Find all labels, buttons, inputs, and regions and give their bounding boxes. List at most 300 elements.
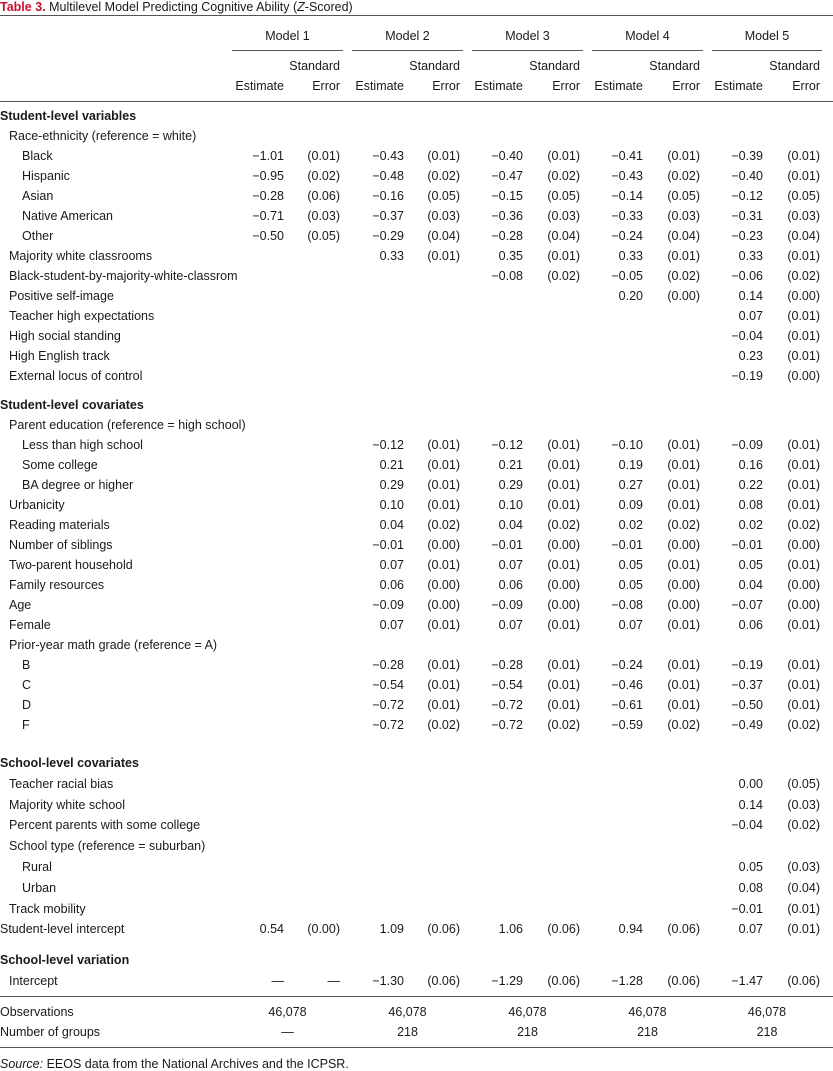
std-error-cell: (0.04) — [787, 880, 820, 895]
estimate-cell: 0.02 — [618, 518, 643, 532]
section-heading: School-level variation — [0, 953, 130, 967]
estimate-cell: −0.28 — [491, 229, 523, 243]
std-error-cell: (0.01) — [427, 438, 460, 452]
std-error-cell: (0.01) — [427, 658, 460, 672]
std-error-cell: (0.02) — [787, 718, 820, 732]
estimate-cell: −0.59 — [611, 718, 643, 732]
std-error-cell: (0.06) — [667, 974, 700, 988]
std-error-cell: (0.00) — [547, 578, 580, 592]
std-error-cell: (0.01) — [427, 149, 460, 163]
std-error-cell: (0.01) — [547, 149, 580, 163]
std-error-cell: (0.01) — [307, 149, 340, 163]
row-label: Less than high school — [22, 438, 143, 452]
estimate-cell: 0.05 — [738, 558, 763, 572]
estimate-cell: 0.04 — [498, 518, 523, 532]
estimate-cell: −0.72 — [491, 718, 523, 732]
estimate-cell: 0.19 — [618, 458, 643, 472]
std-error-cell: (0.01) — [787, 658, 820, 672]
row-label: Percent parents with some college — [9, 818, 201, 833]
row-label: External locus of control — [9, 369, 143, 383]
estimate-cell: −0.09 — [372, 598, 404, 612]
std-error-cell: (0.01) — [787, 618, 820, 632]
std-error-cell: (0.01) — [667, 698, 700, 712]
estimate-cell: 0.33 — [379, 249, 404, 263]
se-header-line2: Error — [792, 79, 820, 93]
estimate-cell: −0.12 — [731, 189, 763, 203]
std-error-cell: (0.01) — [547, 438, 580, 452]
summary-label: Observations — [0, 1005, 74, 1019]
estimate-cell: 0.20 — [618, 289, 643, 303]
std-error-cell: (0.06) — [307, 189, 340, 203]
summary-label: Number of groups — [0, 1025, 101, 1039]
estimate-cell: 0.06 — [738, 618, 763, 632]
std-error-cell: (0.01) — [547, 658, 580, 672]
header-rule — [0, 101, 833, 102]
std-error-cell: (0.06) — [427, 974, 460, 988]
row-label: Urban — [22, 880, 57, 895]
summary-value: 46,078 — [508, 1005, 547, 1019]
model-header-2: Model 2 — [385, 29, 430, 43]
se-header-line2: Error — [312, 79, 340, 93]
summary-value: — — [281, 1025, 294, 1039]
se-header-line2: Error — [672, 79, 700, 93]
std-error-cell: (0.01) — [427, 698, 460, 712]
estimate-cell: 0.29 — [498, 478, 523, 492]
bottom-rule — [0, 1047, 833, 1048]
se-header-line2: Error — [432, 79, 460, 93]
model-header-rule-3 — [472, 50, 583, 51]
estimate-cell: 0.07 — [498, 558, 523, 572]
std-error-cell: (0.02) — [547, 169, 580, 183]
row-label: D — [22, 698, 32, 712]
estimate-cell: −0.09 — [491, 598, 523, 612]
table-number: Table 3. — [0, 0, 46, 14]
std-error-cell: (0.01) — [547, 618, 580, 632]
estimate-cell: −0.36 — [491, 209, 523, 223]
estimate-cell: 0.16 — [738, 458, 763, 472]
estimate-cell: −0.10 — [611, 438, 643, 452]
estimate-cell: −0.14 — [611, 189, 643, 203]
estimate-cell: −0.48 — [372, 169, 404, 183]
std-error-cell: (0.01) — [547, 678, 580, 692]
estimate-cell: −0.19 — [731, 369, 763, 383]
estimate-cell: −0.08 — [491, 269, 523, 283]
row-label: Teacher racial bias — [9, 776, 114, 791]
summary-value: 46,078 — [388, 1005, 427, 1019]
summary-value: 46,078 — [268, 1005, 307, 1019]
std-error-cell: (0.03) — [307, 209, 340, 223]
std-error-cell: (0.01) — [547, 458, 580, 472]
std-error-cell: (0.00) — [427, 538, 460, 552]
std-error-cell: (0.03) — [427, 209, 460, 223]
std-error-cell: (0.02) — [787, 269, 820, 283]
section-heading: School-level covariates — [0, 756, 139, 770]
estimate-cell: −0.06 — [731, 269, 763, 283]
std-error-cell: (0.06) — [787, 974, 820, 988]
std-error-cell: (0.00) — [667, 598, 700, 612]
estimate-cell: −0.37 — [731, 678, 763, 692]
std-error-cell: (0.03) — [667, 209, 700, 223]
estimate-cell: −0.33 — [611, 209, 643, 223]
std-error-cell: (0.03) — [787, 860, 820, 874]
std-error-cell: (0.06) — [547, 974, 580, 988]
std-error-cell: (0.00) — [547, 538, 580, 552]
std-error-cell: (0.01) — [787, 329, 820, 343]
std-error-cell: (0.01) — [547, 698, 580, 712]
estimate-cell: — — [271, 974, 284, 988]
std-error-cell: (0.00) — [667, 578, 700, 592]
std-error-cell: (0.01) — [667, 149, 700, 163]
std-error-cell: (0.03) — [547, 209, 580, 223]
row-label: F — [22, 718, 30, 732]
estimate-cell: −0.04 — [731, 329, 763, 343]
estimate-cell: −0.50 — [731, 698, 763, 712]
std-error-cell: (0.04) — [787, 229, 820, 243]
estimate-cell: 0.33 — [738, 249, 763, 263]
std-error-cell: (0.01) — [787, 349, 820, 363]
estimate-cell: −0.12 — [372, 438, 404, 452]
row-label: Majority white classrooms — [9, 249, 153, 263]
std-error-cell: (0.00) — [787, 598, 820, 612]
std-error-cell: (0.00) — [787, 578, 820, 592]
std-error-cell: (0.01) — [667, 438, 700, 452]
std-error-cell: (0.01) — [787, 901, 820, 916]
std-error-cell: (0.01) — [547, 498, 580, 512]
estimate-cell: −0.54 — [372, 678, 404, 692]
row-label: Family resources — [9, 578, 105, 592]
estimate-cell: −0.46 — [611, 678, 643, 692]
std-error-cell: (0.01) — [667, 478, 700, 492]
estimate-cell: 0.22 — [738, 478, 763, 492]
std-error-cell: (0.00) — [787, 369, 820, 383]
std-error-cell: (0.02) — [667, 518, 700, 532]
estimate-cell: −0.24 — [611, 658, 643, 672]
estimate-cell: −0.16 — [372, 189, 404, 203]
summary-value: 218 — [756, 1025, 778, 1039]
estimate-cell: −0.40 — [731, 169, 763, 183]
row-label: Some college — [22, 458, 98, 472]
estimate-cell: 0.14 — [738, 289, 763, 303]
row-label: Female — [9, 618, 51, 632]
estimate-cell: −1.28 — [611, 974, 643, 988]
estimate-cell: −0.05 — [611, 269, 643, 283]
std-error-cell: (0.01) — [787, 678, 820, 692]
row-label: Prior-year math grade (reference = A) — [9, 638, 218, 652]
row-label: School type (reference = suburban) — [9, 839, 206, 854]
section-heading: Student-level covariates — [0, 398, 144, 412]
std-error-cell: (0.01) — [667, 678, 700, 692]
row-label: Asian — [22, 189, 54, 203]
std-error-cell: (0.05) — [307, 229, 340, 243]
title-text-after: -Scored) — [304, 0, 353, 14]
estimate-cell: 0.94 — [618, 922, 643, 937]
estimate-cell: 0.02 — [738, 518, 763, 532]
std-error-cell: (0.01) — [427, 498, 460, 512]
std-error-cell: (0.02) — [787, 818, 820, 833]
estimate-header: Estimate — [355, 79, 404, 93]
row-label: High social standing — [9, 329, 121, 343]
summary-value: 218 — [397, 1025, 418, 1039]
table-title — [0, 0, 353, 14]
estimate-cell: 0.10 — [498, 498, 523, 512]
std-error-cell: (0.06) — [667, 922, 700, 937]
model-header-4: Model 4 — [625, 29, 670, 43]
row-label: Track mobility — [9, 901, 86, 916]
std-error-cell: (0.01) — [547, 558, 580, 572]
std-error-cell: (0.01) — [787, 558, 820, 572]
source-text: EEOS data from the National Archives and the ICPSR. — [43, 1057, 349, 1071]
estimate-cell: −0.95 — [252, 169, 284, 183]
se-header-line1: Standard — [649, 59, 700, 73]
row-label: Positive self-image — [9, 289, 114, 303]
estimate-cell: −1.47 — [731, 974, 763, 988]
estimate-cell: 0.21 — [379, 458, 404, 472]
section-heading: Student-level variables — [0, 109, 137, 123]
std-error-cell: (0.01) — [787, 498, 820, 512]
estimate-cell: −0.43 — [611, 169, 643, 183]
estimate-cell: 0.35 — [498, 249, 523, 263]
row-label: Parent education (reference = high school) — [9, 418, 246, 432]
row-label: Black-student-by-majority-white-classrom — [9, 269, 238, 283]
model-header-3: Model 3 — [505, 29, 550, 43]
std-error-cell: (0.02) — [667, 269, 700, 283]
estimate-cell: −0.37 — [372, 209, 404, 223]
row-label: Student-level intercept — [0, 922, 125, 937]
std-error-cell: (0.04) — [427, 229, 460, 243]
estimate-cell: −0.01 — [491, 538, 523, 552]
estimate-header: Estimate — [235, 79, 284, 93]
std-error-cell: (0.06) — [547, 922, 580, 937]
estimate-cell: 0.07 — [618, 618, 643, 632]
estimate-cell: −0.09 — [731, 438, 763, 452]
row-label: Intercept — [9, 974, 58, 988]
std-error-cell: (0.01) — [427, 558, 460, 572]
source-label: Source: — [0, 1057, 44, 1071]
summary-value: 46,078 — [747, 1005, 787, 1019]
summary-value: 46,078 — [628, 1005, 667, 1019]
estimate-cell: −0.15 — [491, 189, 523, 203]
se-header-line1: Standard — [769, 59, 820, 73]
row-label: Reading materials — [9, 518, 110, 532]
row-label: Age — [9, 598, 32, 612]
std-error-cell: (0.01) — [787, 169, 820, 183]
std-error-cell: (0.02) — [307, 169, 340, 183]
std-error-cell: (0.03) — [787, 209, 820, 223]
estimate-cell: −0.72 — [372, 718, 404, 732]
std-error-cell: (0.01) — [787, 478, 820, 492]
estimate-cell: −0.28 — [252, 189, 284, 203]
estimate-cell: 0.08 — [738, 880, 763, 895]
estimate-cell: 0.07 — [379, 558, 404, 572]
std-error-cell: (0.01) — [427, 618, 460, 632]
std-error-cell: (0.01) — [427, 249, 460, 263]
row-label: Other — [22, 229, 54, 243]
estimate-cell: −0.41 — [611, 149, 643, 163]
std-error-cell: (0.00) — [667, 289, 700, 303]
estimate-cell: −1.30 — [372, 974, 404, 988]
std-error-cell: (0.01) — [787, 458, 820, 472]
std-error-cell: (0.05) — [667, 189, 700, 203]
estimate-cell: 0.05 — [618, 558, 643, 572]
estimate-cell: −1.01 — [252, 149, 284, 163]
std-error-cell: (0.02) — [547, 518, 580, 532]
estimate-cell: −0.01 — [611, 538, 643, 552]
estimate-cell: 1.06 — [498, 922, 523, 937]
top-rule — [0, 15, 833, 16]
std-error-cell: (0.01) — [547, 478, 580, 492]
row-label: Teacher high expectations — [9, 309, 155, 323]
se-header-line1: Standard — [409, 59, 460, 73]
estimate-header: Estimate — [474, 79, 523, 93]
std-error-cell: (0.05) — [547, 189, 580, 203]
estimate-cell: 0.54 — [259, 922, 284, 937]
se-header-line1: Standard — [289, 59, 340, 73]
estimate-cell: −0.23 — [731, 229, 763, 243]
estimate-cell: 0.07 — [379, 618, 404, 632]
estimate-cell: −0.47 — [491, 169, 523, 183]
estimate-cell: 0.29 — [379, 478, 404, 492]
row-label: Race-ethnicity (reference = white) — [9, 129, 197, 143]
std-error-cell: (0.01) — [427, 678, 460, 692]
std-error-cell: (0.01) — [787, 309, 820, 323]
std-error-cell: (0.01) — [787, 698, 820, 712]
estimate-cell: 0.06 — [379, 578, 404, 592]
estimate-cell: 0.14 — [738, 797, 763, 812]
estimate-cell: 0.04 — [379, 518, 404, 532]
estimate-cell: −0.50 — [252, 229, 284, 243]
std-error-cell: (0.00) — [427, 598, 460, 612]
std-error-cell: (0.01) — [787, 149, 820, 163]
std-error-cell: (0.04) — [547, 229, 580, 243]
model-header-rule-4 — [592, 50, 703, 51]
std-error-cell: (0.02) — [547, 718, 580, 732]
std-error-cell: (0.01) — [667, 458, 700, 472]
estimate-cell: −0.40 — [491, 149, 523, 163]
estimate-header: Estimate — [714, 79, 763, 93]
std-error-cell: (0.01) — [667, 249, 700, 263]
std-error-cell: (0.02) — [787, 518, 820, 532]
estimate-cell: −0.43 — [372, 149, 404, 163]
estimate-cell: −0.39 — [731, 149, 763, 163]
estimate-cell: −0.72 — [372, 698, 404, 712]
estimate-cell: −0.12 — [491, 438, 523, 452]
se-header-line2: Error — [552, 79, 580, 93]
std-error-cell: (0.02) — [667, 169, 700, 183]
model-header-rule-2 — [352, 50, 463, 51]
estimate-cell: 0.27 — [618, 478, 643, 492]
std-error-cell: (0.02) — [547, 269, 580, 283]
row-label: Rural — [22, 860, 52, 874]
std-error-cell: (0.03) — [787, 797, 820, 812]
summary-value: 218 — [517, 1025, 538, 1039]
std-error-cell: (0.02) — [427, 518, 460, 532]
row-label: Native American — [22, 209, 114, 223]
std-error-cell: (0.00) — [307, 922, 340, 937]
estimate-cell: −0.54 — [491, 678, 523, 692]
estimate-cell: −0.19 — [731, 658, 763, 672]
row-label: Majority white school — [9, 797, 126, 812]
estimate-cell: 0.07 — [498, 618, 523, 632]
std-error-cell: — — [327, 974, 340, 988]
estimate-cell: 0.07 — [738, 309, 763, 323]
estimate-cell: −0.07 — [731, 598, 763, 612]
model-header-rule-5 — [712, 50, 822, 51]
std-error-cell: (0.01) — [427, 458, 460, 472]
estimate-cell: −0.28 — [372, 658, 404, 672]
std-error-cell: (0.01) — [547, 249, 580, 263]
row-label: C — [22, 678, 32, 692]
row-label: Two-parent household — [9, 558, 133, 572]
row-label: High English track — [9, 349, 110, 363]
std-error-cell: (0.01) — [787, 922, 820, 937]
std-error-cell: (0.00) — [667, 538, 700, 552]
estimate-cell: 0.09 — [618, 498, 643, 512]
summary-rule — [0, 996, 833, 997]
row-label: Urbanicity — [9, 498, 65, 512]
estimate-cell: −0.01 — [372, 538, 404, 552]
std-error-cell: (0.00) — [787, 289, 820, 303]
std-error-cell: (0.01) — [787, 249, 820, 263]
title-text-before: Multilevel Model Predicting Cognitive Ability ( — [49, 0, 298, 14]
row-label: Hispanic — [22, 169, 70, 183]
estimate-header: Estimate — [594, 79, 643, 93]
estimate-cell: −0.71 — [252, 209, 284, 223]
std-error-cell: (0.01) — [667, 558, 700, 572]
std-error-cell: (0.02) — [427, 718, 460, 732]
estimate-cell: 0.21 — [498, 458, 523, 472]
std-error-cell: (0.00) — [427, 578, 460, 592]
estimate-cell: 0.33 — [618, 249, 643, 263]
std-error-cell: (0.01) — [667, 498, 700, 512]
std-error-cell: (0.00) — [787, 538, 820, 552]
std-error-cell: (0.06) — [427, 922, 460, 937]
model-header-5: Model 5 — [744, 29, 790, 43]
row-label: Black — [22, 149, 53, 163]
estimate-cell: −0.31 — [731, 209, 763, 223]
title-italic: Z — [297, 0, 305, 14]
std-error-cell: (0.00) — [547, 598, 580, 612]
estimate-cell: −0.28 — [491, 658, 523, 672]
estimate-cell: 0.05 — [618, 578, 643, 592]
std-error-cell: (0.01) — [667, 658, 700, 672]
std-error-cell: (0.05) — [427, 189, 460, 203]
estimate-cell: 1.09 — [379, 922, 404, 937]
std-error-cell: (0.05) — [787, 776, 820, 791]
estimate-cell: −0.01 — [731, 538, 763, 552]
estimate-cell: −0.08 — [611, 598, 643, 612]
estimate-cell: 0.08 — [738, 498, 763, 512]
std-error-cell: (0.02) — [667, 718, 700, 732]
estimate-cell: −0.04 — [731, 818, 763, 833]
estimate-cell: 0.05 — [738, 860, 763, 874]
estimate-cell: 0.00 — [738, 776, 763, 791]
model-header-rule-1 — [232, 50, 343, 51]
estimate-cell: −0.01 — [731, 901, 763, 916]
estimate-cell: −0.24 — [611, 229, 643, 243]
row-label: Number of siblings — [9, 538, 113, 552]
std-error-cell: (0.01) — [667, 618, 700, 632]
std-error-cell: (0.02) — [427, 169, 460, 183]
estimate-cell: 0.04 — [738, 578, 763, 592]
row-label: B — [22, 658, 31, 672]
estimate-cell: −0.49 — [731, 718, 763, 732]
model-header-1: Model 1 — [265, 29, 310, 43]
estimate-cell: −0.61 — [611, 698, 643, 712]
estimate-cell: 0.10 — [379, 498, 404, 512]
estimate-cell: −0.29 — [372, 229, 404, 243]
row-label: BA degree or higher — [22, 478, 134, 492]
std-error-cell: (0.04) — [667, 229, 700, 243]
